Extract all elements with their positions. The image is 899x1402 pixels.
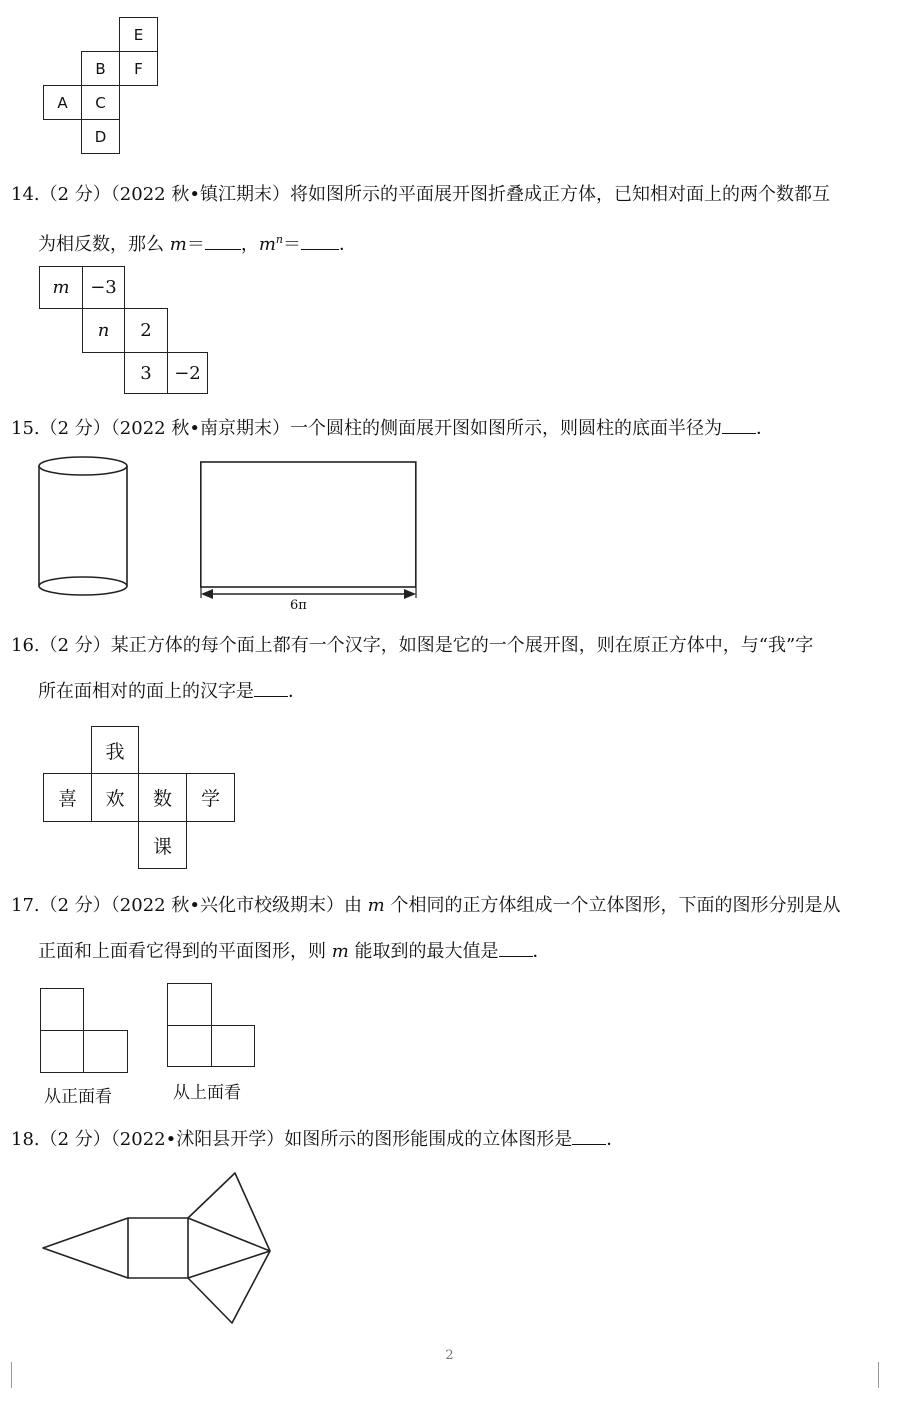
net-cell-b: B bbox=[81, 51, 120, 86]
q16-text: 所在面相对的面上的汉字是 bbox=[38, 681, 254, 702]
q17-text: 17.（2 分）（2022 秋•兴化市校级期末）由 bbox=[11, 895, 368, 916]
q17-m2: m bbox=[331, 941, 349, 962]
q17-text-b: 个相同的正方体组成一个立体图形，下面的图形分别是从 bbox=[384, 895, 841, 916]
page-edge-right bbox=[878, 1362, 879, 1388]
question-14-line1: 14.（2 分）（2022 秋•镇江期末）将如图所示的平面展开图折叠成正方体，已知相对面上的两个数都互 bbox=[11, 184, 830, 205]
net-cell-n: n bbox=[82, 308, 125, 353]
net-cell-a: A bbox=[43, 85, 82, 120]
net-cell-f: F bbox=[119, 51, 158, 86]
net-cell-huan: 欢 bbox=[91, 773, 139, 822]
view-front-square bbox=[40, 988, 84, 1031]
net-cell-neg3: −3 bbox=[82, 266, 125, 309]
view-top-square bbox=[167, 1025, 212, 1067]
q18-text: 18.（2 分）（2022•沭阳县开学）如图所示的图形能围成的立体图形是 bbox=[11, 1129, 573, 1150]
net-cell-3: 3 bbox=[124, 352, 168, 394]
answer-blank bbox=[499, 940, 533, 957]
view-top-square bbox=[167, 983, 212, 1026]
prism-net-figure bbox=[38, 1168, 278, 1328]
net-cell-neg2: −2 bbox=[167, 352, 208, 394]
net-cell-c: C bbox=[81, 85, 120, 120]
net-cell-m: m bbox=[39, 266, 83, 309]
q16-end: ． bbox=[288, 681, 306, 702]
q14-end: ． bbox=[338, 234, 357, 255]
view-front-square bbox=[83, 1030, 128, 1073]
question-17-line1 bbox=[11, 895, 840, 917]
q14-mn-exp: n bbox=[275, 233, 283, 246]
q17-end: ． bbox=[532, 941, 551, 962]
net-cell-xue: 学 bbox=[186, 773, 235, 822]
q14-eq2: ＝ bbox=[282, 234, 301, 255]
view-top-square bbox=[211, 1025, 255, 1067]
net-cell-ke: 课 bbox=[138, 821, 187, 869]
caption-front-view: 从正面看 bbox=[44, 1087, 112, 1107]
caption-top-view: 从上面看 bbox=[173, 1083, 241, 1103]
q14-text: 为相反数，那么 bbox=[38, 234, 170, 255]
net-cell-d: D bbox=[81, 119, 120, 154]
q17-m: m bbox=[367, 895, 385, 916]
q14-sep: ， bbox=[240, 234, 259, 255]
page-number: 2 bbox=[445, 1348, 454, 1363]
q15-end: ． bbox=[755, 418, 774, 439]
answer-blank bbox=[722, 417, 756, 434]
page-edge-left bbox=[11, 1362, 12, 1388]
dimension-label: 6π bbox=[290, 598, 307, 613]
question-16-line2 bbox=[38, 680, 306, 703]
q15-text: 15.（2 分）（2022 秋•南京期末）一个圆柱的侧面展开图如图所示，则圆柱的底面半径为 bbox=[11, 418, 722, 439]
question-16-line1: 16.（2 分）某正方体的每个面上都有一个汉字，如图是它的一个展开图，则在原正方体中，与“我”字 bbox=[11, 635, 814, 656]
q14-mn-base: m bbox=[258, 234, 276, 255]
net-cell-2: 2 bbox=[124, 308, 168, 353]
question-18-line1 bbox=[11, 1128, 624, 1151]
q14-m: m bbox=[169, 234, 187, 255]
view-front-square bbox=[40, 1030, 84, 1073]
answer-blank bbox=[205, 233, 241, 250]
net-cell-wo: 我 bbox=[91, 726, 139, 774]
q17-text-c: 正面和上面看它得到的平面图形，则 bbox=[38, 941, 332, 962]
question-17-line2 bbox=[38, 940, 551, 963]
cylinder-figure bbox=[34, 452, 134, 602]
net-cell-e: E bbox=[119, 17, 158, 52]
question-14-line2 bbox=[38, 229, 357, 256]
net-cell-xi: 喜 bbox=[43, 773, 92, 822]
answer-blank bbox=[254, 680, 288, 697]
lateral-surface-rectangle bbox=[196, 458, 422, 600]
q18-end: ． bbox=[606, 1129, 625, 1150]
net-cell-shu: 数 bbox=[138, 773, 187, 822]
question-15-line1 bbox=[11, 417, 774, 440]
q14-eq: ＝ bbox=[186, 234, 205, 255]
answer-blank bbox=[301, 233, 339, 250]
answer-blank bbox=[572, 1128, 606, 1145]
q17-text-d: 能取到的最大值是 bbox=[348, 941, 499, 962]
